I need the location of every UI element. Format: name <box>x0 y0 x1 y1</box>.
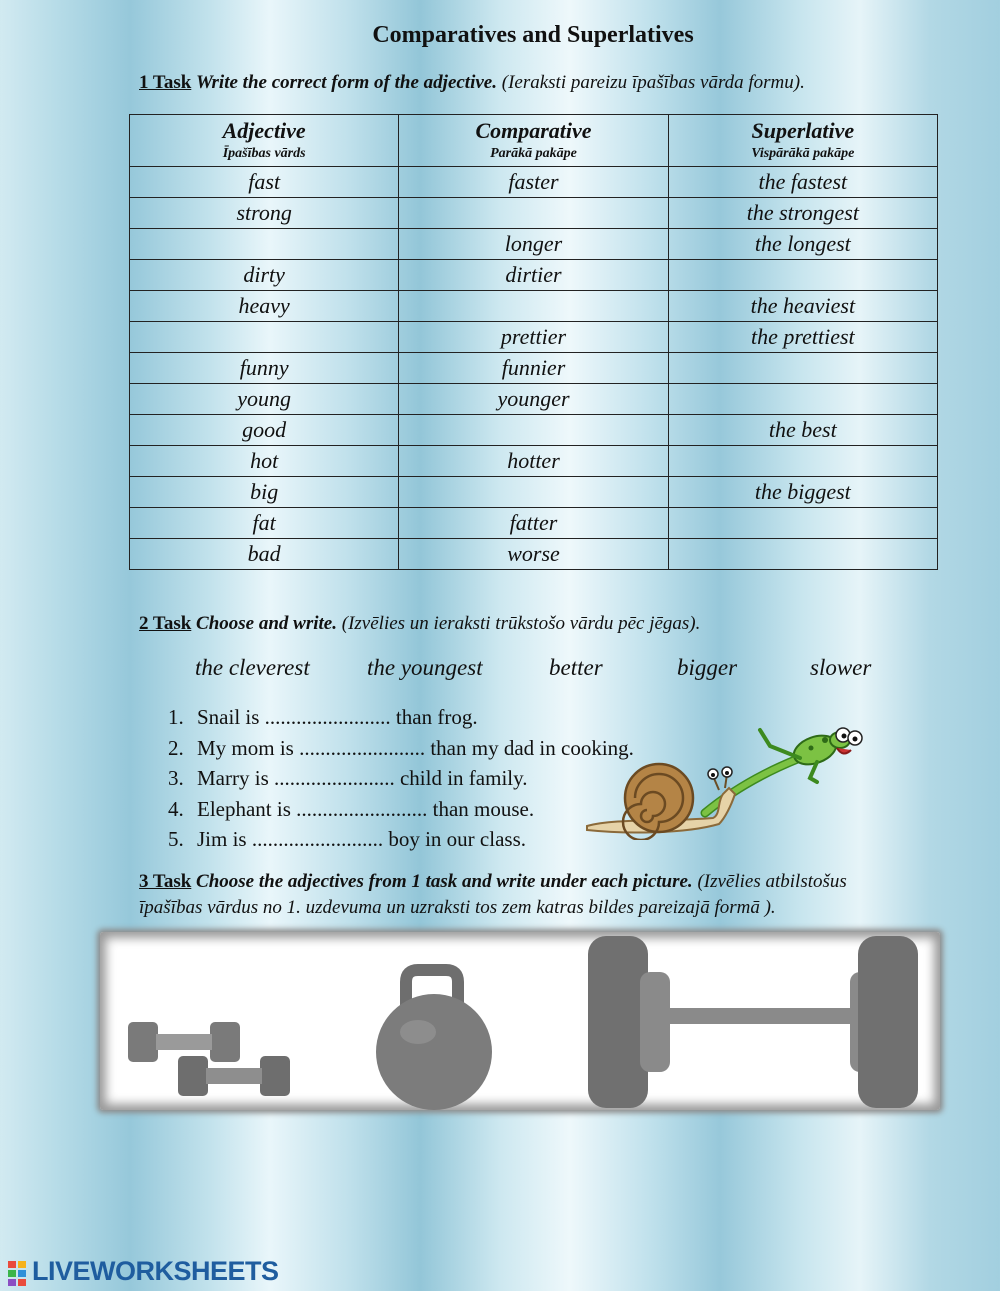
word-bank-item: the youngest <box>367 655 483 680</box>
adjective-cell: funny <box>130 353 399 384</box>
sentence-number: 4. <box>168 796 184 821</box>
table-row <box>130 260 938 291</box>
superlative-cell: the fastest <box>668 167 937 198</box>
header-sub: Vispārākā pakāpe <box>751 146 855 161</box>
superlative-cell: the longest <box>668 229 937 260</box>
table-row <box>130 508 938 539</box>
dumbbells-icon <box>128 1022 290 1096</box>
table-header-row <box>130 115 938 167</box>
header-sub: Parākā pakāpe <box>490 146 577 161</box>
word-bank-item: bigger <box>677 655 738 680</box>
table-row <box>130 353 938 384</box>
table-row <box>130 167 938 198</box>
adjective-cell[interactable] <box>130 229 399 260</box>
task1-instruction: Write the correct form of the adjective. <box>196 72 497 93</box>
comparative-cell[interactable] <box>399 291 668 322</box>
table-body <box>130 167 938 570</box>
task3-heading <box>139 869 899 921</box>
sentence-list <box>168 702 634 855</box>
comparative-cell[interactable] <box>399 198 668 229</box>
adjective-cell: good <box>130 415 399 446</box>
table-row <box>130 539 938 570</box>
comparative-cell: faster <box>399 167 668 198</box>
word-bank-item: better <box>549 655 603 680</box>
sentence-item <box>168 794 634 825</box>
superlative-cell[interactable] <box>668 353 937 384</box>
adjective-cell[interactable] <box>130 322 399 353</box>
header-comparative <box>399 115 668 167</box>
kettlebell-icon <box>376 970 492 1110</box>
table-row <box>130 446 938 477</box>
comparative-cell: funnier <box>399 353 668 384</box>
task2-instruction: Choose and write. <box>196 613 337 634</box>
task3-instruction: Choose the adjectives from 1 task and write under each picture. <box>196 871 693 892</box>
superlative-cell: the prettiest <box>668 322 937 353</box>
weights-illustration <box>100 932 940 1110</box>
comparative-cell: longer <box>399 229 668 260</box>
table-row <box>130 198 938 229</box>
adjective-cell: young <box>130 384 399 415</box>
word-bank-item: the cleverest <box>195 655 310 680</box>
sentence-text: Snail is ........................ than frog. <box>197 705 478 729</box>
comparative-cell: younger <box>399 384 668 415</box>
adjective-cell: big <box>130 477 399 508</box>
superlative-cell[interactable] <box>668 539 937 570</box>
sentence-number: 3. <box>168 766 184 790</box>
comparative-cell: dirtier <box>399 260 668 291</box>
sentence-number: 1. <box>168 705 184 729</box>
sentence-item <box>168 702 634 733</box>
word-bank-item: slower <box>810 655 872 680</box>
liveworksheets-logo-icon <box>6 1257 34 1289</box>
adjective-cell: heavy <box>130 291 399 322</box>
table-row <box>130 384 938 415</box>
table-row <box>130 415 938 446</box>
header-main: Adjective <box>222 118 306 143</box>
sentence-number: 2. <box>168 735 184 760</box>
comparative-cell: prettier <box>399 322 668 353</box>
task2-heading <box>139 613 700 635</box>
sentence-text: Elephant is ......................... than mouse. <box>197 796 535 821</box>
comparative-cell: worse <box>399 539 668 570</box>
task1-translation: (Ieraksti pareizu īpašības vārda formu). <box>501 72 805 93</box>
superlative-cell: the heaviest <box>668 291 937 322</box>
task2-number: 2 Task <box>139 613 192 634</box>
task2-translation: (Izvēlies un ieraksti trūkstošo vārdu pēc jēgas). <box>341 613 701 634</box>
page-title: Comparatives and Superlatives <box>372 22 694 48</box>
adjective-cell: dirty <box>130 260 399 291</box>
table-row <box>130 229 938 260</box>
task3-number: 3 Task <box>139 871 192 892</box>
header-main: Superlative <box>751 118 855 143</box>
table-row <box>130 291 938 322</box>
superlative-cell: the biggest <box>668 477 937 508</box>
task1-number: 1 Task <box>139 72 192 93</box>
superlative-cell[interactable] <box>668 446 937 477</box>
superlative-cell: the best <box>668 415 937 446</box>
superlative-cell[interactable] <box>668 260 937 291</box>
snail-frog-illustration <box>585 718 870 840</box>
sentence-text: Marry is ....................... child in family. <box>197 766 528 790</box>
header-adjective <box>130 115 399 167</box>
adjective-cell: bad <box>130 539 399 570</box>
superlative-cell[interactable] <box>668 508 937 539</box>
task1-heading <box>139 72 805 94</box>
comparative-cell[interactable] <box>399 415 668 446</box>
table-row <box>130 477 938 508</box>
superlative-cell: the strongest <box>668 198 937 229</box>
header-main: Comparative <box>475 118 592 143</box>
sentence-text: Jim is ......................... boy in our class. <box>197 827 526 851</box>
task3-translation-line2: īpašības vārdus no 1. uzdevuma un uzraksti tos zem katras bildes pareizajā formā ). <box>139 897 776 918</box>
sentence-item <box>168 824 634 855</box>
comparative-cell: fatter <box>399 508 668 539</box>
sentence-item <box>168 733 634 764</box>
table-row <box>130 322 938 353</box>
adjective-cell: hot <box>130 446 399 477</box>
superlative-cell[interactable] <box>668 384 937 415</box>
adjective-cell: fast <box>130 167 399 198</box>
adjective-table <box>129 114 938 570</box>
task3-translation-line1: (Izvēlies atbilstošus <box>697 871 847 892</box>
comparative-cell[interactable] <box>399 477 668 508</box>
adjective-cell: strong <box>130 198 399 229</box>
header-superlative <box>668 115 937 167</box>
sentence-item <box>168 763 634 794</box>
sentence-text: My mom is ........................ than my dad in cooking. <box>197 735 634 760</box>
sentence-number: 5. <box>168 827 184 851</box>
liveworksheets-logo-text: LIVEWORKSHEETS <box>32 1256 279 1286</box>
comparative-cell: hotter <box>399 446 668 477</box>
header-sub: Īpašības vārds <box>222 146 306 161</box>
adjective-cell: fat <box>130 508 399 539</box>
barbell-icon <box>588 936 918 1108</box>
